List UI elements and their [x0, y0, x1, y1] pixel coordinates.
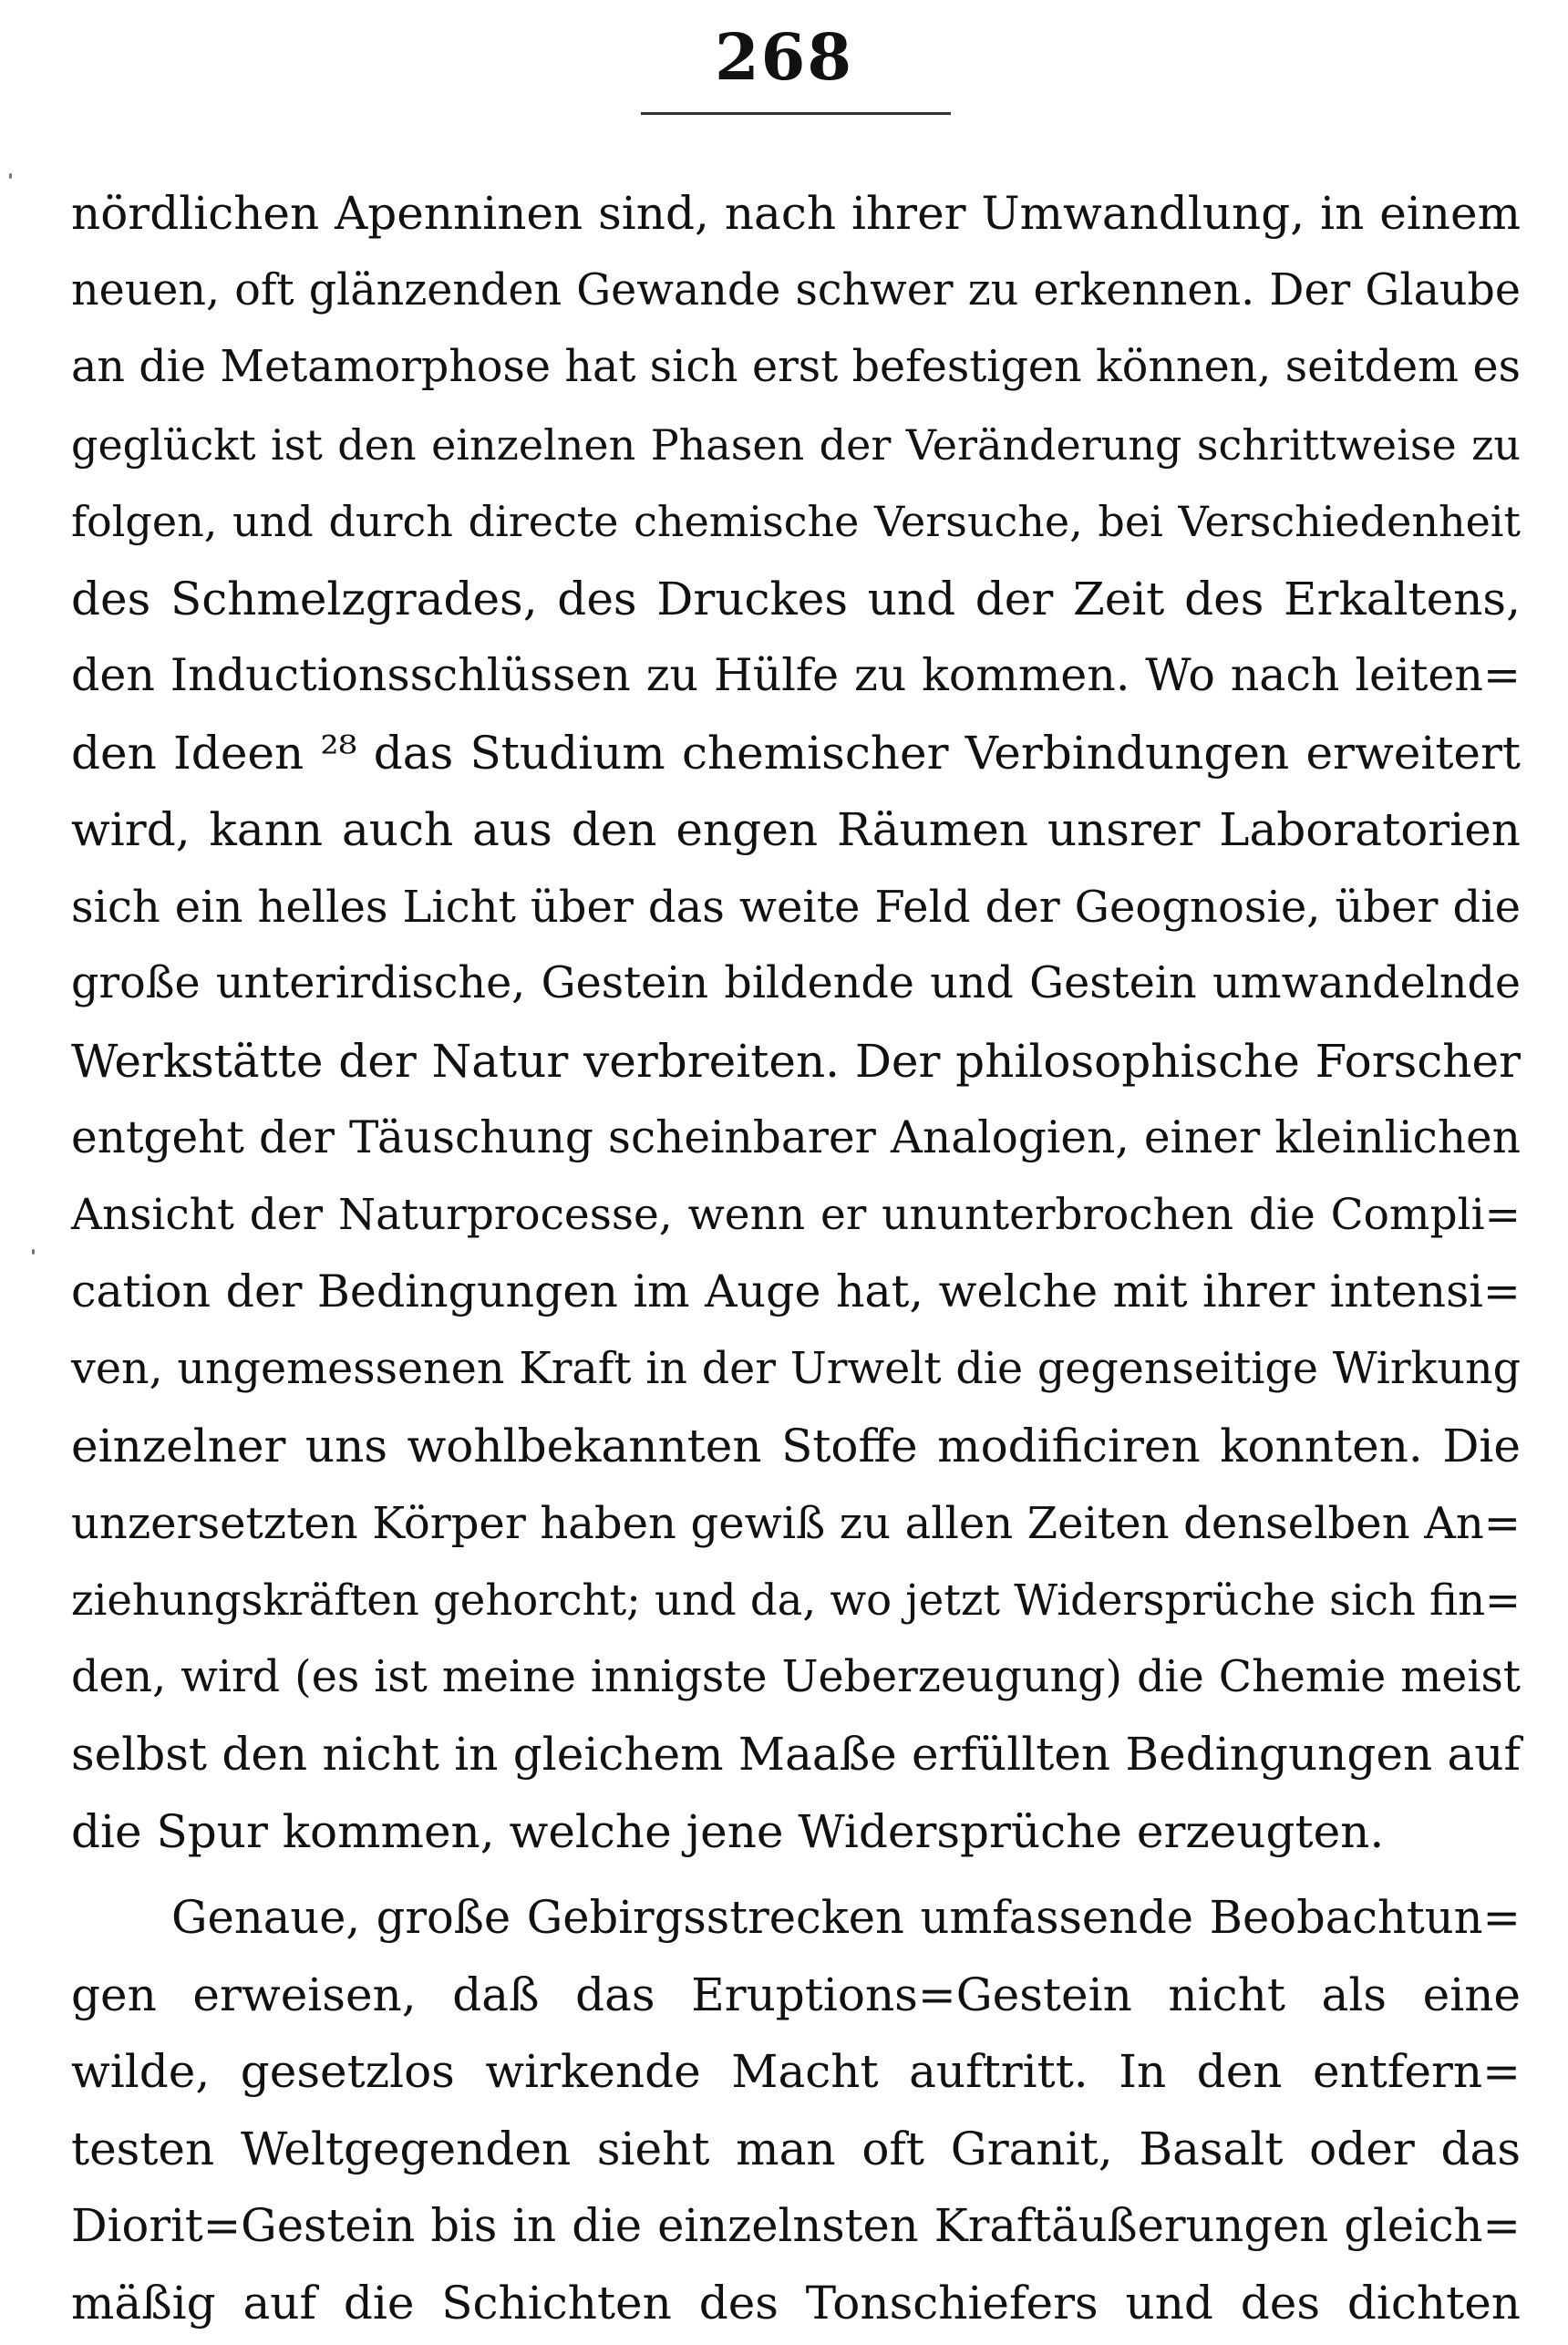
text-line: wird, kann auch aus den engen Räumen unsrer Laboratorien — [71, 803, 1521, 856]
text-line: Werkstätte der Natur verbreiten. Der philosophische Forscher — [71, 1034, 1521, 1088]
text-line: selbst den nicht in gleichem Maaße erfüllten Bedingungen auf — [71, 1728, 1521, 1781]
text-line: cation der Bedingungen im Auge hat, welche mit ihrer intensi= — [71, 1265, 1521, 1317]
text-line: nördlichen Apenninen sind, nach ihrer Umwandlung, in einem — [71, 187, 1521, 240]
paragraph-1 — [71, 175, 1521, 1870]
text-line: Diorit=Gestein bis in die einzelnsten Kraftäußerungen gleich= — [71, 2199, 1521, 2252]
text-line: große unterirdische, Gestein bildende und Gestein umwandelnde — [71, 958, 1521, 1008]
text-line: unzersetzten Körper haben gewiß zu allen Zeiten denselben An= — [71, 1497, 1521, 1549]
page-number: 268 — [714, 19, 854, 95]
text-line: an die Metamorphose hat sich erst befestigen können, seitdem es — [71, 342, 1521, 392]
text-line: Genaue, große Gebirgsstrecken umfassende Beobachtun= — [171, 1891, 1521, 1944]
paragraph-2 — [71, 1879, 1521, 2341]
text-line: ven, ungemessenen Kraft in der Urwelt die gegenseitige Wirkung — [71, 1343, 1521, 1394]
scan-speck — [9, 173, 12, 179]
text-line: sich ein helles Licht über das weite Feld der Geognosie, über die — [71, 881, 1521, 933]
text-line: mäßig auf die Schichten des Tonschiefers und des dichten — [71, 2276, 1521, 2330]
text-line: neuen, oft glänzenden Gewande schwer zu erkennen. Der Glaube — [71, 264, 1521, 315]
text-line: einzelner uns wohlbekannten Stoffe modificiren konnten. Die — [71, 1420, 1521, 1472]
text-line: Ansicht der Naturprocesse, wenn er ununterbrochen die Compli= — [71, 1189, 1521, 1240]
text-line: die Spur kommen, welche jene Widersprüche erzeugten. — [71, 1804, 1385, 1858]
text-line: den Inductionsschlüssen zu Hülfe zu kommen. Wo nach leiten= — [71, 649, 1521, 701]
header-rule — [641, 112, 951, 115]
paragraph-gap — [71, 1870, 1521, 1879]
scan-speck — [32, 1249, 35, 1255]
text-line: testen Weltgegenden sieht man oft Granit, Basalt oder das — [71, 2122, 1521, 2175]
text-line: geglückt ist den einzelnen Phasen der Veränderung schrittweise zu — [71, 419, 1521, 470]
text-line: folgen, und durch directe chemische Versuche, bei Verschiedenheit — [71, 497, 1521, 546]
text-line: entgeht der Täuschung scheinbarer Analogien, einer kleinlichen — [71, 1112, 1521, 1163]
text-line: den, wird (es ist meine innigste Ueberzeugung) die Chemie meist — [71, 1651, 1521, 1702]
text-line: wilde, gesetzlos wirkende Macht auftritt. In den entfern= — [71, 2045, 1521, 2098]
body-text — [71, 175, 1521, 2341]
text-line: den Ideen ²⁸ das Studium chemischer Verbindungen erweitert — [71, 726, 1521, 780]
text-line: des Schmelzgrades, des Druckes und der Zeit des Erkaltens, — [71, 572, 1521, 625]
text-line: gen erweisen, daß das Eruptions=Gestein nicht als eine — [71, 1968, 1521, 2021]
text-line: ziehungskräften gehorcht; und da, wo jetzt Widersprüche sich fin= — [71, 1575, 1521, 1625]
